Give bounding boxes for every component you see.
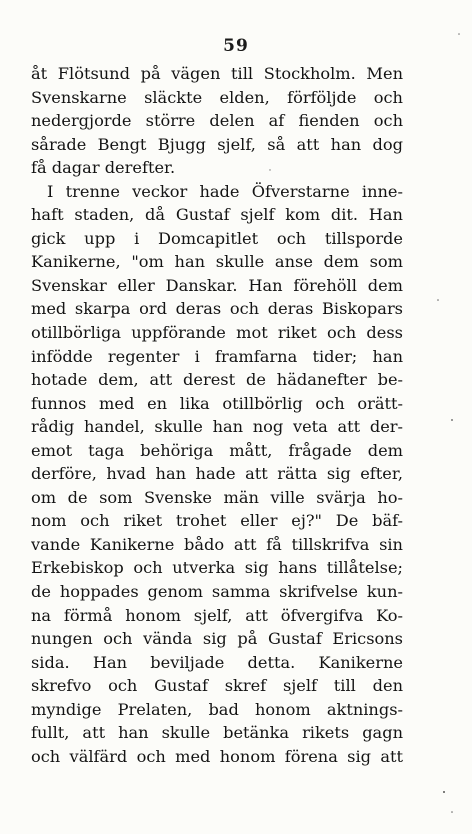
text-line: skrefvo och Gustaf skref sjelf till den: [31, 676, 403, 696]
text-line: otillbörliga uppförande mot riket och dess: [31, 323, 403, 343]
page-number: 59: [223, 36, 249, 56]
text-line: Svenskar eller Danskar. Han förehöll dem: [31, 275, 403, 295]
text-line: de hoppades genom samma skrifvelse kun-: [31, 582, 403, 602]
text-line: sårade Bengt Bjugg sjelf, så att han dog: [31, 134, 403, 154]
text-line: nungen och vända sig på Gustaf Ericsons: [31, 629, 403, 649]
text-line: funnos med en lika otillbörlig och orätt-: [31, 393, 403, 413]
text-line: I trenne veckor hade Öfverstarne inne-: [47, 181, 403, 201]
text-line: fullt, att han skulle betänka rikets gagn: [31, 723, 403, 743]
text-line: få dagar derefter.: [31, 158, 176, 178]
text-line: åt Flötsund på vägen till Stockholm. Men: [31, 64, 403, 83]
text-line: hotade dem, att derest de hädanefter be-: [31, 370, 403, 390]
text-line: nedergjorde större delen af fienden och: [31, 111, 403, 131]
text-line: gick upp i Domcapitlet och tillsporde: [31, 228, 403, 248]
text-line: Erkebiskop och utverka sig hans tillåtelse;: [31, 558, 403, 578]
text-line: derföre, hvad han hade att rätta sig efter,: [31, 464, 403, 484]
text-line: Kanikerne, "om han skulle anse dem som: [31, 252, 403, 272]
text-line: om de som Svenske män ville svärja ho-: [31, 487, 403, 507]
text-line: haft staden, då Gustaf sjelf kom dit. Han: [31, 205, 403, 225]
text-line: och välfärd och med honom förena sig att: [31, 746, 403, 766]
text-line: vande Kanikerne bådo att få tillskrifva sin: [31, 534, 403, 554]
text-line: na förmå honom sjelf, att öfvergifva Ko-: [31, 605, 403, 625]
text-line: myndige Prelaten, bad honom aktnings-: [31, 699, 403, 719]
text-line: nom och riket trohet eller ej?" De bäf-: [31, 511, 403, 531]
text-line: infödde regenter i framfarna tider; han: [31, 346, 403, 366]
text-line: rådig handel, skulle han nog veta att der-: [31, 417, 403, 437]
text-line: emot taga behöriga mått, frågade dem: [31, 440, 403, 460]
text-line: med skarpa ord deras och deras Biskopars: [31, 299, 403, 319]
text-line: sida. Han beviljade detta. Kanikerne: [31, 652, 403, 672]
page-text: [31, 62, 403, 768]
text-line: Svenskarne släckte elden, förföljde och: [31, 87, 403, 107]
